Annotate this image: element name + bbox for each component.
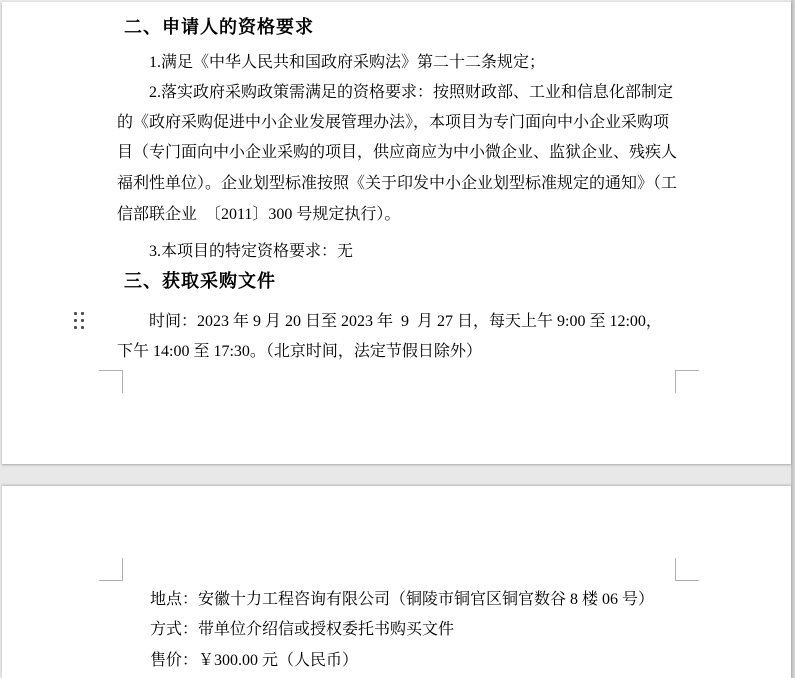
document-page-1 [2, 2, 791, 464]
margin-corner-mark [99, 370, 123, 393]
margin-corner-mark [675, 370, 699, 393]
margin-corner-mark [675, 558, 699, 581]
text-line[interactable]: 福利性单位）。企业划型标准按照《关于印发中小企业划型标准规定的通知》（工 [117, 175, 678, 192]
page-right-edge-shadow [791, 0, 795, 678]
text-line[interactable]: 地点：安徽十力工程咨询有限公司（铜陵市铜官区铜官数谷 8 楼 06 号） [150, 591, 655, 608]
section-heading-applicant-qualifications[interactable]: 二、申请人的资格要求 [124, 17, 314, 37]
text-line[interactable]: 售价：￥300.00 元（人民币） [150, 652, 359, 669]
margin-corner-mark [99, 558, 123, 581]
drag-dot [74, 312, 77, 315]
paragraph-drag-handle-icon[interactable] [74, 312, 84, 329]
text-line[interactable]: 下午 14:00 至 17:30。（北京时间，法定节假日除外） [117, 343, 482, 360]
drag-dot [81, 326, 84, 329]
text-line[interactable]: 时间：2023 年 9 月 20 日至 2023 年 9 月 27 日，每天上午 9:00 至 12:00， [149, 313, 662, 330]
section-heading-obtain-procurement-documents[interactable]: 三、获取采购文件 [124, 271, 276, 291]
drag-dot [81, 312, 84, 315]
text-line[interactable]: 的《政府采购促进中小企业发展管理办法》，本项目为专门面向中小企业采购项 [117, 114, 670, 131]
drag-dot [74, 326, 77, 329]
drag-dot [74, 319, 77, 322]
text-line[interactable]: 目（专门面向中小企业采购的项目，供应商应为中小微企业、监狱企业、残疾人 [117, 144, 678, 161]
drag-dot [81, 319, 84, 322]
text-line[interactable]: 方式：带单位介绍信或授权委托书购买文件 [150, 621, 455, 638]
text-line[interactable]: 3.本项目的特定资格要求：无 [149, 243, 354, 260]
text-line[interactable]: 2.落实政府采购政策需满足的资格要求：按照财政部、工业和信息化部制定 [149, 84, 674, 101]
text-line[interactable]: 1.满足《中华人民共和国政府采购法》第二十二条规定； [149, 54, 546, 71]
document-page-2 [2, 486, 791, 678]
text-line[interactable]: 信部联企业 〔2011〕300 号规定执行）。 [117, 206, 401, 223]
